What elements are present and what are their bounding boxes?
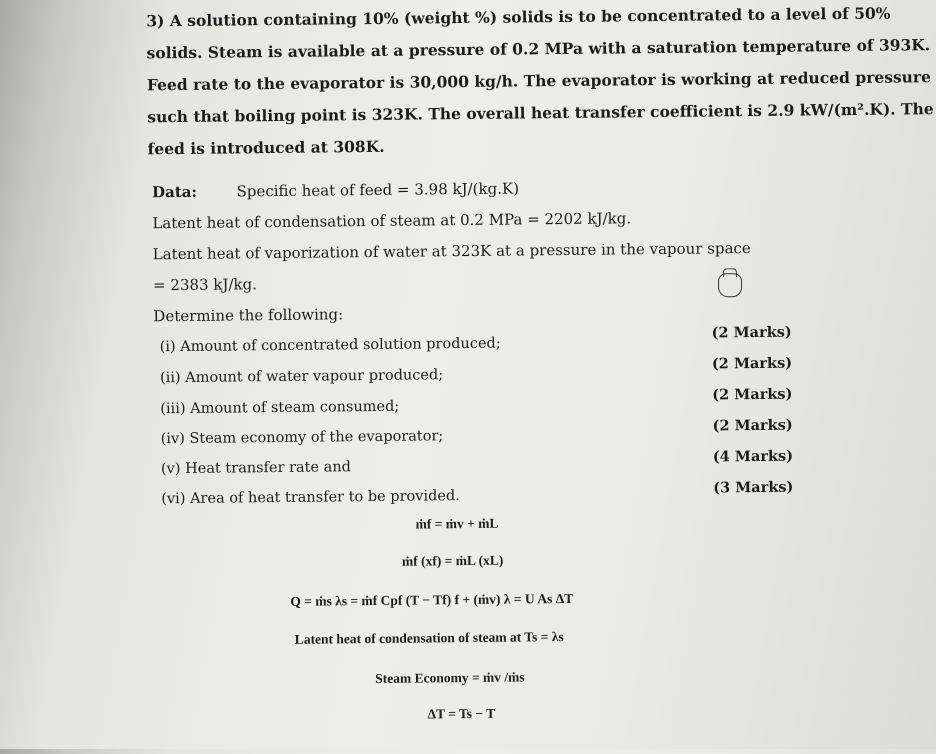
task-5-marks: (4 Marks) [712,447,794,466]
equation-delta-t: ΔT = Ts − T [427,705,496,722]
equation-solid-balance: ṁf (xf) = ṁL (xL) [401,552,504,569]
task-1: (i) Amount of concentrated solution produced; [159,335,501,356]
task-1-marks: (2 Marks) [711,323,792,342]
equation-mass-balance: ṁf = ṁv + ṁL [415,515,499,532]
question-line-1: 3) A solution containing 10% (weight %) solids is to be concentrated to a level of 50% [146,3,891,31]
data-label: Data: [151,182,198,202]
question-line-2: solids. Steam is available at a pressure of 0.2 MPa with a saturation temperature of 393K. [146,35,931,63]
equation-latent-heat: Latent heat of condensation of steam at Ts = λs [294,629,564,647]
question-line-4: such that boiling point is 323K. The overall heat transfer coefficient is 2.9 kW/(m².K). The [147,99,934,127]
data-latent-vaporization: Latent heat of vaporization of water at 323K at a pressure in the vapour space [152,239,751,264]
task-6-marks: (3 Marks) [713,478,794,497]
task-2-marks: (2 Marks) [711,354,793,373]
determine-heading: Determine the following: [153,305,344,326]
data-latent-value: = 2383 kJ/kg. [152,275,258,295]
task-3: (iii) Amount of steam consumed; [160,398,400,418]
task-2: (ii) Amount of water vapour produced; [159,367,444,387]
data-row [152,179,519,201]
equation-steam-economy: Steam Economy = ṁv /ṁs [375,669,525,686]
question-line-5: feed is introduced at 308K. [147,136,385,159]
task-3-marks: (2 Marks) [712,385,793,404]
task-6: (vi) Area of heat transfer to be provided. [161,488,460,508]
task-4: (iv) Steam economy of the evaporator; [160,428,444,448]
task-4-marks: (2 Marks) [712,416,793,435]
task-5: (v) Heat transfer rate and [160,459,352,478]
equation-heat-balance: Q = ṁs λs = ṁf Cpf (T − Tf) f + (ṁv) λ = U As ΔT [290,590,574,609]
question-line-3: Feed rate to the evaporator is 30,000 kg/h. The evaporator is working at reduced pressure [146,67,932,95]
data-specific-heat: Specific heat of feed = 3.98 kJ/(kg.K) [236,179,520,201]
hand-cursor-icon [718,273,742,297]
data-latent-condensation: Latent heat of condensation of steam at 0.2 MPa = 2202 kJ/kg. [152,209,632,233]
